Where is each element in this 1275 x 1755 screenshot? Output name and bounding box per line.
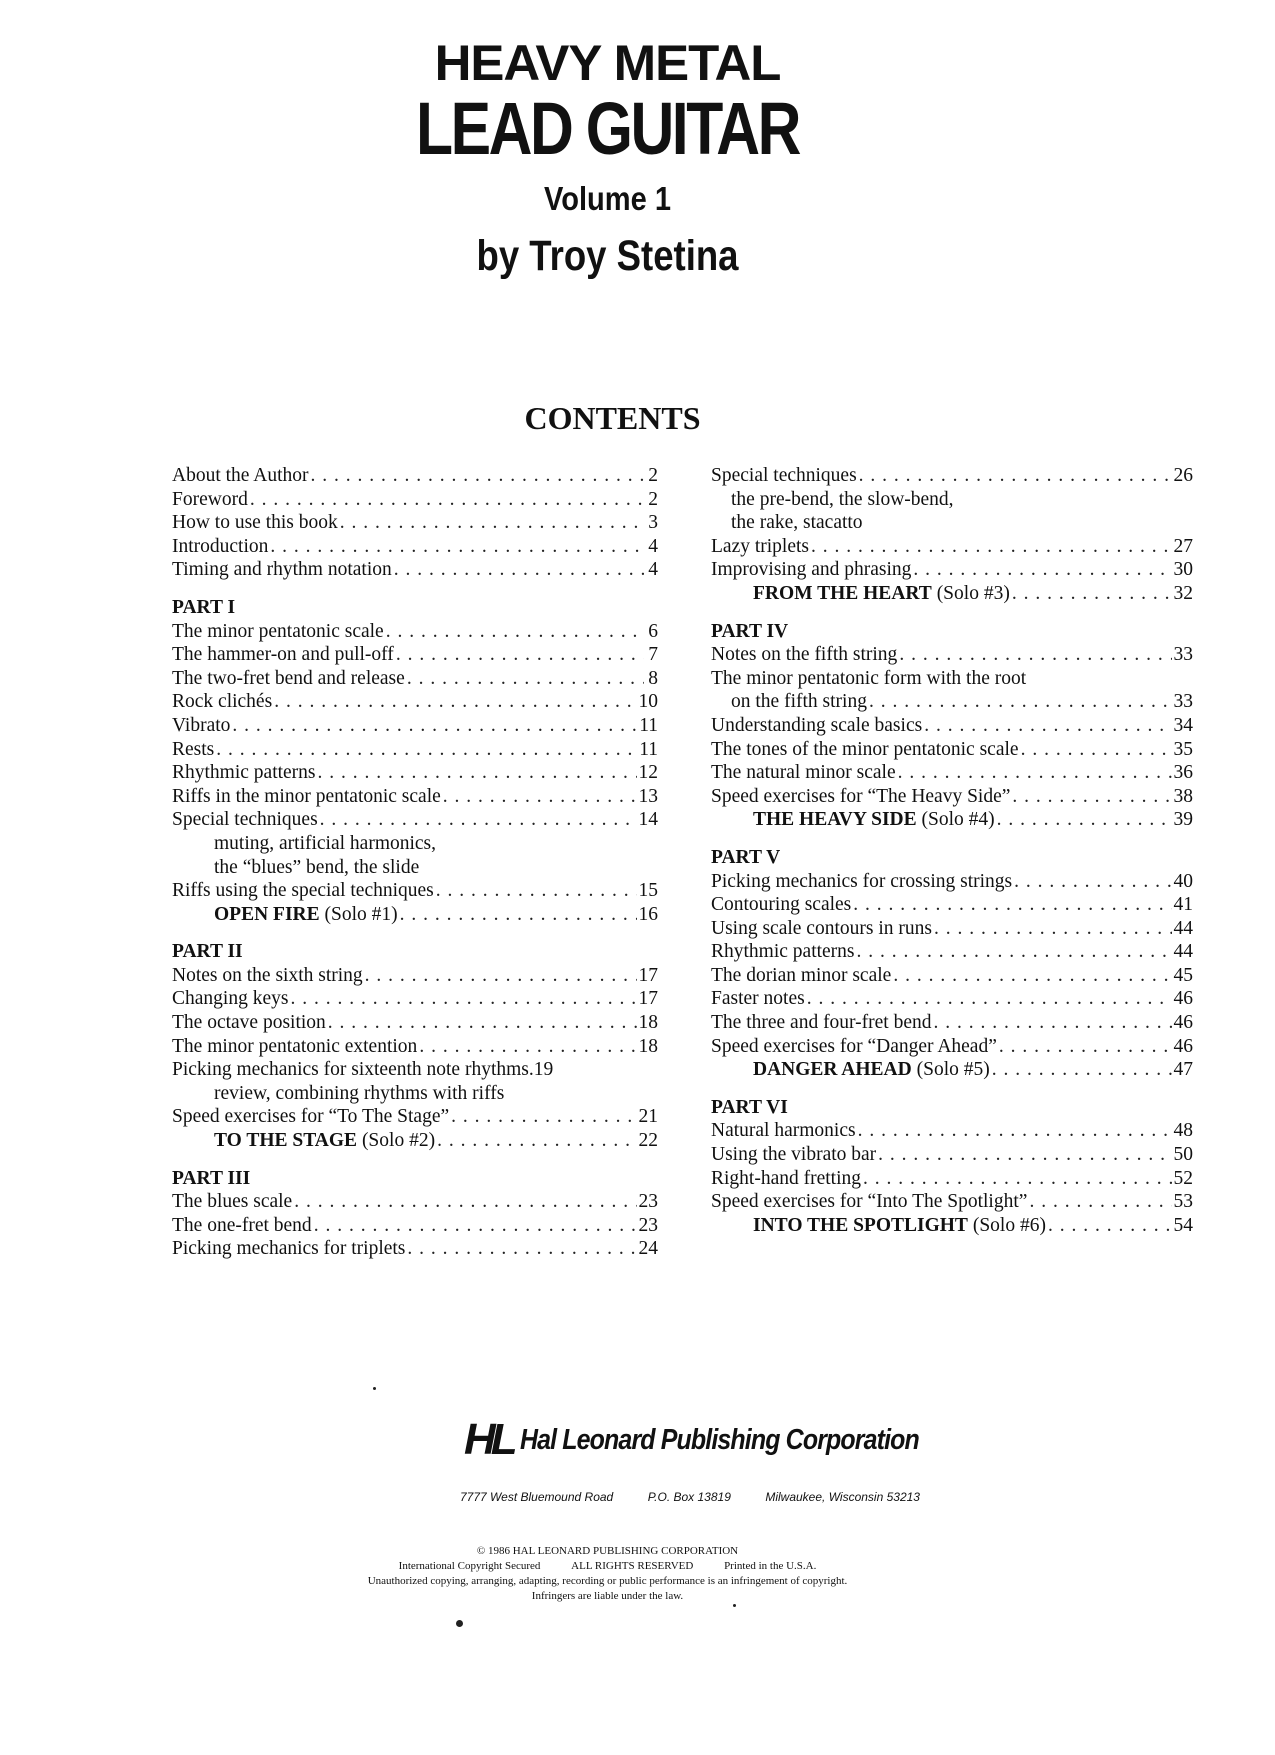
toc-entry [172, 1035, 658, 1059]
toc-entry [172, 785, 658, 809]
scan-speck [373, 1387, 376, 1390]
toc-page: 47 [1173, 1059, 1193, 1081]
toc-page: 50 [1173, 1144, 1193, 1166]
toc-page: 32 [1173, 582, 1193, 604]
toc-title: Introduction [172, 535, 269, 557]
leader-dots [857, 940, 1172, 964]
toc-page: 17 [638, 988, 658, 1010]
leader-dots [232, 714, 637, 738]
toc-page: 35 [1173, 738, 1193, 760]
leader-dots [419, 1035, 636, 1059]
toc-page: 12 [638, 762, 658, 784]
toc-page: 41 [1173, 894, 1193, 916]
toc-description: review, combining rhythms with riffs [214, 1082, 505, 1104]
toc-entry [172, 987, 658, 1011]
toc-entry [711, 738, 1193, 762]
leader-dots [451, 1105, 636, 1129]
toc-entry [172, 964, 658, 988]
toc-entry [711, 690, 1193, 714]
solo-name: FROM THE HEART [753, 582, 932, 604]
toc-title: Changing keys [172, 988, 289, 1010]
liability-line: Infringers are liable under the law. [531, 1590, 684, 1602]
toc-title: Rock clichés [172, 691, 273, 713]
toc-title: The natural minor scale [711, 762, 896, 784]
leader-dots [878, 1143, 1171, 1167]
toc-title: Picking mechanics for crossing strings [711, 870, 1013, 892]
leader-dots [898, 761, 1172, 785]
toc-page: 38 [1173, 785, 1193, 807]
toc-page: 46 [1173, 1035, 1193, 1057]
toc-title: Picking mechanics for triplets [172, 1238, 406, 1260]
infringement-warning: Unauthorized copying, arranging, adapting, recording or public performance is an infringement of copyright. [367, 1575, 848, 1587]
leader-dots [250, 488, 644, 512]
toc-title: Improvising and phrasing [711, 559, 912, 581]
toc-page: 24 [638, 1238, 658, 1260]
toc-title: Faster notes [711, 988, 805, 1010]
toc-page: 40 [1173, 870, 1193, 892]
printed-in: Printed in the U.S.A. [724, 1560, 817, 1572]
toc-page: 10 [638, 691, 658, 713]
toc-page: 3 [648, 512, 658, 534]
toc-title: Foreword [172, 488, 248, 510]
toc-page: 54 [1173, 1214, 1193, 1236]
toc-title: Riffs using the special techniques [172, 880, 434, 902]
leader-dots [999, 1035, 1172, 1059]
leader-dots [328, 1011, 637, 1035]
part-heading: PART III [172, 1167, 251, 1189]
rights-line [0, 1559, 1215, 1574]
toc-entry [711, 761, 1193, 785]
part-heading: PART V [711, 846, 781, 868]
leader-dots [853, 893, 1171, 917]
leader-dots [294, 1190, 636, 1214]
title-heavy-metal: HEAVY METAL [434, 35, 781, 91]
toc-entry [172, 643, 658, 667]
toc-page: 44 [1173, 917, 1193, 939]
leader-dots [394, 558, 644, 582]
toc-description: muting, artificial harmonics, [214, 832, 437, 854]
contents-heading: CONTENTS [524, 400, 701, 436]
toc-title: Speed exercises for “Into The Spotlight” [711, 1191, 1028, 1213]
toc-solo-entry [711, 1214, 1193, 1238]
toc-page: 33 [1173, 644, 1193, 666]
leader-dots [400, 903, 637, 927]
toc-title: The dorian minor scale [711, 964, 892, 986]
toc-title: The hammer-on and pull-off [172, 644, 394, 666]
solo-name: OPEN FIRE [214, 903, 320, 925]
toc-title: Timing and rhythm notation [172, 559, 392, 581]
leader-dots [1029, 1190, 1171, 1214]
toc-solo-entry [172, 903, 658, 927]
toc-title: Right-hand fretting [711, 1167, 862, 1189]
leader-dots [893, 964, 1171, 988]
solo-name: TO THE STAGE [214, 1130, 358, 1152]
part-heading: PART II [172, 941, 243, 963]
toc-page: 36 [1173, 762, 1193, 784]
leader-dots [811, 535, 1171, 559]
title-lead-guitar: LEAD GUITAR [415, 87, 800, 170]
toc-solo-entry [711, 808, 1193, 832]
toc-entry [172, 879, 658, 903]
leader-dots [934, 1011, 1172, 1035]
intl-copyright: International Copyright Secured [398, 1560, 541, 1572]
toc-solo-entry [711, 1058, 1193, 1082]
toc-entry [711, 464, 1193, 488]
leader-dots [899, 643, 1171, 667]
leader-dots [340, 511, 644, 535]
toc-entry [172, 558, 658, 582]
toc-page: 11 [639, 714, 658, 736]
leader-dots [1014, 870, 1171, 894]
toc-page: 48 [1173, 1120, 1193, 1142]
solo-label: (Solo #6) [972, 1214, 1046, 1236]
toc-page: 52 [1173, 1167, 1193, 1189]
toc-solo-entry [711, 582, 1193, 606]
toc-entry [711, 987, 1193, 1011]
toc-page: 45 [1173, 964, 1193, 986]
toc-title: Contouring scales [711, 894, 852, 916]
toc-entry [172, 488, 658, 512]
leader-dots [290, 987, 636, 1011]
toc-entry [711, 1011, 1193, 1035]
toc-entry [172, 511, 658, 535]
all-rights: ALL RIGHTS RESERVED [571, 1560, 694, 1572]
toc-title: The three and four-fret bend [711, 1012, 932, 1034]
part-heading: PART I [172, 596, 236, 618]
toc-entry [172, 620, 658, 644]
toc-title: Rests [172, 738, 215, 760]
leader-dots [859, 464, 1172, 488]
toc-entry [172, 808, 658, 832]
toc-title: Rhythmic patterns [711, 941, 855, 963]
solo-label: (Solo #5) [916, 1059, 990, 1081]
leader-dots [997, 808, 1172, 832]
toc-page: 7 [648, 644, 658, 666]
toc-title: Rhythmic patterns [172, 762, 316, 784]
toc-page: 18 [638, 1012, 658, 1034]
toc-entry [172, 1105, 658, 1129]
toc-page: 46 [1173, 988, 1193, 1010]
toc-entry [711, 535, 1193, 559]
solo-label: (Solo #4) [921, 809, 995, 831]
toc-page: 19 [533, 1059, 554, 1081]
toc-title: Using the vibrato bar [711, 1144, 877, 1166]
toc-page: 44 [1173, 941, 1193, 963]
toc-title: Picking mechanics for sixteenth note rhythms. [172, 1059, 534, 1081]
toc-page: 17 [638, 964, 658, 986]
toc-page: 46 [1173, 1012, 1193, 1034]
toc-title: on the fifth string [731, 691, 867, 713]
toc-entry [711, 1167, 1193, 1191]
leader-dots [1021, 738, 1172, 762]
toc-entry [172, 738, 658, 762]
leader-dots [913, 558, 1171, 582]
contents-right-column [711, 464, 1193, 1237]
toc-title: Speed exercises for “The Heavy Side” [711, 785, 1011, 807]
toc-page: 27 [1173, 535, 1193, 557]
leader-dots [216, 738, 637, 762]
toc-entry [711, 1143, 1193, 1167]
solo-label: (Solo #3) [936, 582, 1010, 604]
part-heading: PART VI [711, 1096, 788, 1118]
toc-page: 23 [638, 1214, 658, 1236]
toc-entry [711, 1035, 1193, 1059]
contents-left-column [172, 464, 658, 1261]
po-box: P.O. Box 13819 [647, 1490, 731, 1504]
toc-title: Using scale contours in runs [711, 917, 932, 939]
toc-entry [172, 761, 658, 785]
toc-description: the rake, stacatto [731, 512, 863, 534]
solo-label: (Solo #1) [324, 903, 398, 925]
toc-entry [172, 464, 658, 488]
leader-dots [869, 690, 1172, 714]
toc-solo-entry [172, 1129, 658, 1153]
legal-notice [0, 1544, 1215, 1604]
toc-page: 15 [638, 880, 658, 902]
toc-entry-wrap: The minor pentatonic form with the root [711, 667, 1027, 689]
toc-title: The tones of the minor pentatonic scale [711, 738, 1019, 760]
toc-entry [172, 1011, 658, 1035]
toc-page: 4 [648, 559, 658, 581]
leader-dots [807, 987, 1172, 1011]
toc-title: Speed exercises for “Danger Ahead” [711, 1035, 997, 1057]
toc-title: The two-fret bend and release [172, 667, 405, 689]
toc-entry [711, 714, 1193, 738]
toc-title: How to use this book [172, 512, 338, 534]
toc-entry [172, 667, 658, 691]
toc-entry [172, 535, 658, 559]
leader-dots [863, 1167, 1171, 1191]
leader-dots [934, 917, 1172, 941]
intro-entries [172, 464, 658, 582]
toc-entry [711, 870, 1193, 894]
toc-title: Speed exercises for “To The Stage” [172, 1106, 450, 1128]
toc-title: Special techniques [172, 809, 318, 831]
toc-page: 39 [1173, 809, 1193, 831]
solo-label: (Solo #2) [361, 1130, 436, 1152]
toc-page: 30 [1173, 559, 1193, 581]
toc-entry [711, 1119, 1193, 1143]
toc-page: 34 [1173, 714, 1193, 736]
toc-page: 13 [638, 785, 658, 807]
leader-dots [311, 464, 645, 488]
toc-page: 8 [648, 667, 658, 689]
toc-page: 18 [638, 1035, 658, 1057]
toc-entry [711, 940, 1193, 964]
leader-dots [274, 690, 636, 714]
toc-entry [172, 1237, 658, 1261]
toc-entry [711, 964, 1193, 988]
toc-page: 2 [648, 488, 658, 510]
toc-description: the pre-bend, the slow-bend, [731, 488, 954, 510]
toc-page: 2 [648, 465, 658, 486]
scan-speck [456, 1620, 463, 1627]
toc-entry [711, 643, 1193, 667]
toc-entry [711, 917, 1193, 941]
leader-dots [407, 1237, 636, 1261]
solo-name: THE HEAVY SIDE [753, 809, 917, 831]
toc-entry [172, 714, 658, 738]
leader-dots [396, 643, 644, 667]
toc-entry [711, 558, 1193, 582]
toc-page: 26 [1173, 465, 1193, 486]
toc-entry [711, 893, 1193, 917]
toc-title: Notes on the sixth string [172, 964, 363, 986]
part-heading: PART IV [711, 620, 789, 642]
copyright-line: © 1986 HAL LEONARD PUBLISHING CORPORATION [476, 1545, 739, 1557]
toc-title: About the Author [172, 465, 309, 486]
leader-dots [436, 879, 637, 903]
solo-name: INTO THE SPOTLIGHT [753, 1214, 968, 1236]
leader-dots [318, 761, 637, 785]
leader-dots [992, 1058, 1172, 1082]
street-address: 7777 West Bluemound Road [460, 1490, 614, 1504]
toc-title: The minor pentatonic extention [172, 1035, 418, 1057]
leader-dots [314, 1214, 637, 1238]
toc-title: Riffs in the minor pentatonic scale [172, 785, 441, 807]
hl-logo-mark: HL [464, 1415, 513, 1464]
publisher-address [460, 1490, 920, 1504]
toc-page: 16 [638, 903, 658, 925]
toc-description: the “blues” bend, the slide [214, 856, 420, 878]
leader-dots [386, 620, 644, 644]
toc-entry [172, 1058, 658, 1082]
leader-dots [270, 535, 644, 559]
scan-speck [733, 1604, 736, 1607]
toc-title: Special techniques [711, 465, 857, 486]
volume-label: Volume 1 [544, 180, 671, 217]
toc-title: The minor pentatonic scale [172, 620, 384, 642]
solo-name: DANGER AHEAD [753, 1059, 912, 1081]
leader-dots [1012, 785, 1171, 809]
toc-title: Vibrato [172, 714, 231, 736]
city-state-zip: Milwaukee, Wisconsin 53213 [765, 1490, 920, 1504]
publisher-name: Hal Leonard Publishing Corporation [520, 1424, 919, 1456]
publisher-logo [464, 1415, 919, 1464]
leader-dots [858, 1119, 1172, 1143]
toc-title: Notes on the fifth string [711, 644, 898, 666]
toc-entry [172, 1214, 658, 1238]
toc-page: 6 [648, 620, 658, 642]
toc-page: 21 [638, 1106, 658, 1128]
toc-page: 14 [638, 809, 658, 831]
toc-title: Natural harmonics [711, 1120, 856, 1142]
leader-dots [407, 667, 644, 691]
toc-entry [172, 1190, 658, 1214]
toc-entry [711, 1190, 1193, 1214]
leader-dots [924, 714, 1171, 738]
toc-page: 33 [1173, 691, 1193, 713]
toc-title: Lazy triplets [711, 535, 810, 557]
toc-title: The octave position [172, 1012, 326, 1034]
leader-dots [1048, 1214, 1172, 1238]
toc-title: The blues scale [172, 1191, 293, 1213]
toc-page: 11 [639, 738, 658, 760]
leader-dots [365, 964, 637, 988]
toc-title: Understanding scale basics [711, 714, 923, 736]
leader-dots [1012, 582, 1172, 606]
toc-entry [172, 690, 658, 714]
leader-dots [437, 1129, 636, 1153]
author-line: by Troy Stetina [476, 232, 739, 280]
toc-page: 4 [648, 535, 658, 557]
toc-page: 22 [638, 1130, 658, 1152]
toc-page: 23 [638, 1191, 658, 1213]
leader-dots [443, 785, 637, 809]
toc-page: 53 [1173, 1191, 1193, 1213]
toc-title: The one-fret bend [172, 1214, 312, 1236]
toc-entry [711, 785, 1193, 809]
leader-dots [320, 808, 637, 832]
